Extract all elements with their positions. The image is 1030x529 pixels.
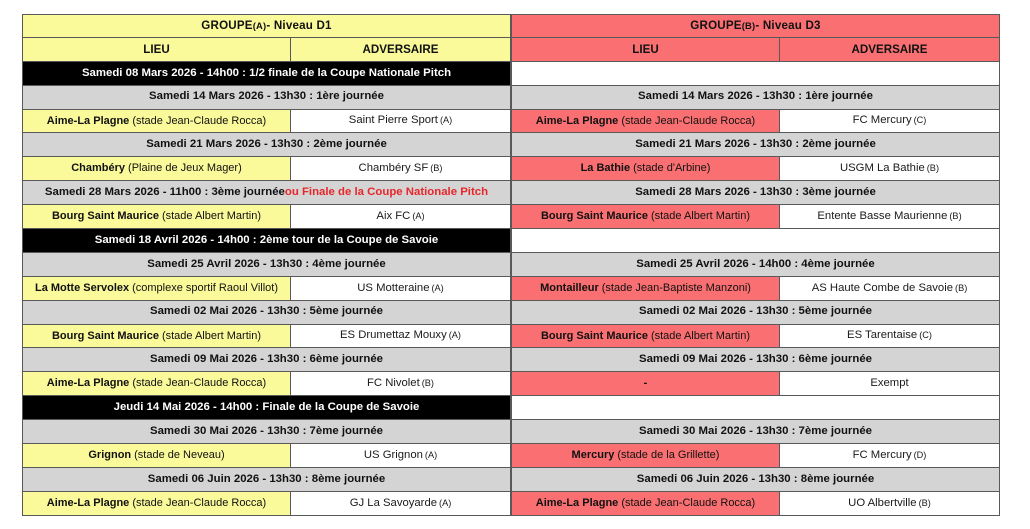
- group-header-row-b: [511, 14, 1000, 38]
- group-title-prefix: GROUPE: [201, 19, 253, 33]
- match-row: [511, 110, 1000, 134]
- column-header-adversaire: ADVERSAIRE: [780, 38, 999, 61]
- match-venue: [23, 205, 291, 228]
- venue-team-name: Bourg Saint Maurice: [540, 329, 648, 342]
- journee-text: Samedi 09 Mai 2026 - 13h30 : 6ème journée: [150, 353, 383, 366]
- venue-team-name: Bourg Saint Maurice: [51, 210, 159, 223]
- opponent-level: (A): [424, 449, 438, 460]
- opponent-level: (B): [949, 210, 962, 221]
- opponent-name: FC Nivolet: [367, 377, 420, 390]
- journee-label: [512, 86, 999, 109]
- journee-label: [23, 133, 510, 156]
- venue-stadium: (stade de la Grillette): [617, 448, 720, 461]
- opponent-name: Aix FC: [376, 209, 411, 222]
- match-opponent: [780, 492, 999, 515]
- match-row: [22, 157, 511, 181]
- journee-text: Samedi 30 Mai 2026 - 13h30 : 7ème journée: [150, 424, 383, 437]
- match-row: [511, 157, 1000, 181]
- match-venue: [512, 444, 780, 467]
- journee-row: [511, 301, 1000, 325]
- venue-team-name: Bourg Saint Maurice: [540, 210, 648, 223]
- opponent-level: (B): [926, 163, 939, 174]
- group-title-suffix: - Niveau D3: [755, 19, 821, 33]
- match-opponent: [291, 157, 510, 180]
- blank-cell: [512, 396, 999, 419]
- match-opponent: [291, 325, 510, 348]
- journee-label: [23, 181, 510, 204]
- journee-row: [22, 348, 511, 372]
- event-label: Samedi 18 Avril 2026 - 14h00 : 2ème tour de la Coupe de Savoie: [23, 229, 510, 252]
- match-calendar: [22, 14, 1000, 516]
- event-label: Samedi 08 Mars 2026 - 14h00 : 1/2 finale de la Coupe Nationale Pitch: [23, 62, 510, 85]
- match-opponent: [780, 444, 999, 467]
- match-opponent: [780, 277, 999, 300]
- opponent-name: Chambéry SF: [358, 162, 429, 175]
- venue-team-name: Aime-La Plagne: [535, 114, 619, 127]
- group-table-b: [511, 14, 1000, 516]
- match-row: [511, 492, 1000, 516]
- group-header-row-a: [22, 14, 511, 38]
- opponent-name: FC Mercury: [852, 114, 912, 127]
- journee-label: [23, 468, 510, 491]
- journee-row: [22, 420, 511, 444]
- venue-team-name: Chambéry: [71, 162, 126, 175]
- match-venue: [512, 205, 780, 228]
- opponent-name: Exempt: [870, 377, 909, 390]
- match-venue: [512, 277, 780, 300]
- journee-row: [511, 86, 1000, 110]
- journee-label: [512, 420, 999, 443]
- journee-row: [511, 133, 1000, 157]
- column-header-lieu: LIEU: [23, 38, 291, 61]
- match-row: [511, 444, 1000, 468]
- opponent-level: (B): [955, 282, 968, 293]
- blank-row: [511, 396, 1000, 420]
- journee-row: [22, 301, 511, 325]
- journee-text: Samedi 28 Mars 2026 - 13h30 : 3ème journée: [635, 185, 876, 198]
- venue-stadium: (stade Jean-Claude Rocca): [132, 496, 267, 509]
- journee-text: Samedi 21 Mars 2026 - 13h30 : 2ème journée: [635, 138, 876, 151]
- opponent-level: (A): [448, 330, 461, 341]
- journee-row: [511, 253, 1000, 277]
- journee-text: Samedi 25 Avril 2026 - 13h30 : 4ème journée: [147, 257, 386, 270]
- column-header-lieu: LIEU: [512, 38, 780, 61]
- journee-text: Samedi 06 Juin 2026 - 13h30 : 8ème journée: [636, 472, 875, 485]
- group-table-a: [22, 14, 511, 516]
- group-title: [23, 15, 510, 37]
- opponent-name: US Grignon: [363, 448, 423, 461]
- venue-team-name: Aime-La Plagne: [535, 496, 619, 509]
- journee-row: [511, 181, 1000, 205]
- journee-text: Samedi 06 Juin 2026 - 13h30 : 8ème journée: [147, 472, 386, 485]
- journee-row: [511, 468, 1000, 492]
- group-title: [512, 15, 999, 37]
- match-venue: [23, 325, 291, 348]
- journee-label: [512, 181, 999, 204]
- venue-stadium: (stade Jean-Baptiste Manzoni): [601, 281, 751, 294]
- match-row: [511, 205, 1000, 229]
- match-venue: [23, 157, 291, 180]
- opponent-name: ES Tarentaise: [847, 329, 918, 342]
- venue-stadium: (complexe sportif Raoul Villot): [132, 281, 279, 294]
- journee-label: [23, 348, 510, 371]
- opponent-name: Saint Pierre Sport: [348, 114, 438, 127]
- match-row: [511, 325, 1000, 349]
- match-opponent: [780, 325, 999, 348]
- journee-label: [512, 253, 999, 276]
- opponent-level: (B): [421, 378, 434, 389]
- venue-team-name: Mercury: [571, 448, 615, 461]
- venue-team-name: Aime-La Plagne: [46, 496, 130, 509]
- journee-text: Samedi 14 Mars 2026 - 13h30 : 1ère journée: [638, 90, 873, 103]
- venue-stadium: (stade Jean-Claude Rocca): [621, 114, 756, 127]
- journee-text: Samedi 21 Mars 2026 - 13h30 : 2ème journée: [146, 138, 387, 151]
- match-venue: [23, 277, 291, 300]
- event-row: [22, 62, 511, 86]
- group-title-prefix: GROUPE: [690, 19, 742, 33]
- journee-row: [22, 468, 511, 492]
- match-venue: [512, 110, 780, 133]
- opponent-name: US Motteraine: [357, 281, 430, 294]
- opponent-name: USGM La Bathie: [839, 162, 925, 175]
- group-title-tag: (B): [741, 20, 756, 32]
- group-title-tag: (A): [252, 20, 267, 32]
- blank-row: [511, 229, 1000, 253]
- journee-row: [22, 181, 511, 205]
- match-row: [22, 325, 511, 349]
- match-venue: [23, 372, 291, 395]
- match-opponent: [291, 372, 510, 395]
- match-opponent: [291, 492, 510, 515]
- opponent-level: (C): [913, 115, 927, 126]
- match-opponent: [780, 205, 999, 228]
- match-venue: [512, 325, 780, 348]
- journee-accent-text: ou Finale de la Coupe Nationale Pitch: [284, 185, 489, 198]
- journee-label: [23, 86, 510, 109]
- journee-label: [23, 253, 510, 276]
- opponent-level: (A): [439, 497, 452, 508]
- match-row: [22, 110, 511, 134]
- match-opponent: [780, 372, 999, 395]
- match-opponent: [780, 157, 999, 180]
- match-row: [511, 372, 1000, 396]
- journee-text: Samedi 02 Mai 2026 - 13h30 : 5ème journée: [639, 305, 872, 318]
- venue-stadium: (stade de Neveau): [134, 448, 225, 461]
- venue-stadium: (stade d'Arbine): [633, 162, 711, 175]
- opponent-name: ES Drumettaz Mouxy: [340, 329, 447, 342]
- journee-text: Samedi 14 Mars 2026 - 13h30 : 1ère journée: [149, 90, 384, 103]
- match-row: [22, 492, 511, 516]
- venue-team-name: Aime-La Plagne: [46, 114, 130, 127]
- journee-text: Samedi 25 Avril 2026 - 14h00 : 4ème journée: [636, 257, 875, 270]
- venue-stadium: (stade Albert Martin): [161, 329, 261, 342]
- venue-team-name: La Bathie: [580, 162, 631, 175]
- match-opponent: [291, 277, 510, 300]
- opponent-name: UO Albertville: [848, 496, 917, 509]
- column-header-adversaire: ADVERSAIRE: [291, 38, 510, 61]
- match-opponent: [291, 205, 510, 228]
- match-row: [511, 277, 1000, 301]
- journee-text: Samedi 09 Mai 2026 - 13h30 : 6ème journée: [639, 353, 872, 366]
- event-label: Jeudi 14 Mai 2026 - 14h00 : Finale de la Coupe de Savoie: [23, 396, 510, 419]
- blank-cell: [512, 62, 999, 85]
- opponent-name: Entente Basse Maurienne: [817, 209, 948, 222]
- match-row: [22, 444, 511, 468]
- column-header-row-b: [511, 38, 1000, 62]
- match-row: [22, 205, 511, 229]
- opponent-level: (B): [918, 497, 931, 508]
- venue-stadium: (stade Albert Martin): [161, 210, 261, 223]
- venue-stadium: (stade Jean-Claude Rocca): [621, 496, 756, 509]
- opponent-level: (C): [919, 330, 932, 341]
- match-opponent: [291, 110, 510, 133]
- venue-team-name: Montailleur: [540, 281, 599, 294]
- journee-text: Samedi 02 Mai 2026 - 13h30 : 5ème journée: [150, 305, 383, 318]
- venue-team-name: Grignon: [88, 448, 132, 461]
- column-header-row-a: [22, 38, 511, 62]
- venue-team-name: Bourg Saint Maurice: [51, 329, 159, 342]
- journee-label: [512, 468, 999, 491]
- match-row: [22, 277, 511, 301]
- venue-stadium: (Plaine de Jeux Mager): [128, 162, 242, 175]
- journee-text: Samedi 28 Mars 2026 - 11h00 : 3ème journée: [44, 185, 285, 198]
- journee-label: [23, 420, 510, 443]
- journee-row: [22, 86, 511, 110]
- venue-team-name: La Motte Servolex: [34, 281, 130, 294]
- opponent-level: (A): [412, 210, 425, 221]
- journee-label: [512, 348, 999, 371]
- journee-label: [23, 301, 510, 324]
- match-venue: [23, 492, 291, 515]
- blank-row: [511, 62, 1000, 86]
- journee-row: [22, 253, 511, 277]
- venue-stadium: (stade Jean-Claude Rocca): [132, 114, 267, 127]
- match-venue: [512, 492, 780, 515]
- opponent-name: FC Mercury: [852, 448, 912, 461]
- journee-row: [22, 133, 511, 157]
- group-title-suffix: - Niveau D1: [266, 19, 332, 33]
- journee-row: [511, 420, 1000, 444]
- opponent-level: (B): [430, 163, 443, 174]
- journee-label: [512, 301, 999, 324]
- opponent-name: AS Haute Combe de Savoie: [811, 281, 954, 294]
- blank-cell: [512, 229, 999, 252]
- opponent-level: (A): [439, 115, 453, 126]
- event-row: [22, 396, 511, 420]
- opponent-level: (D): [913, 449, 927, 460]
- venue-stadium: (stade Jean-Claude Rocca): [132, 377, 267, 390]
- match-venue: [23, 444, 291, 467]
- match-row: [22, 372, 511, 396]
- opponent-level: (A): [431, 282, 444, 293]
- match-opponent: [780, 110, 999, 133]
- match-venue: [512, 157, 780, 180]
- event-row: [22, 229, 511, 253]
- match-venue: [23, 110, 291, 133]
- venue-team-name: Aime-La Plagne: [46, 377, 130, 390]
- venue-team-name: -: [643, 377, 648, 390]
- venue-stadium: (stade Albert Martin): [650, 329, 750, 342]
- journee-text: Samedi 30 Mai 2026 - 13h30 : 7ème journée: [639, 424, 872, 437]
- venue-stadium: (stade Albert Martin): [650, 210, 750, 223]
- opponent-name: GJ La Savoyarde: [349, 496, 438, 509]
- journee-row: [511, 348, 1000, 372]
- journee-label: [512, 133, 999, 156]
- match-venue: [512, 372, 780, 395]
- match-opponent: [291, 444, 510, 467]
